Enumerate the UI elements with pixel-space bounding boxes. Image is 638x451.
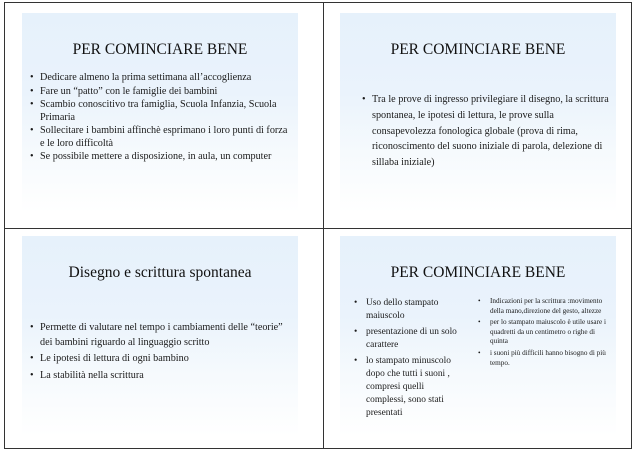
bullet-item: • Le ipotesi di lettura di ogni bambino [30, 352, 292, 367]
bullet-list [30, 72, 292, 165]
bullet-item: • Scambio conoscitivo tra famiglia, Scuola Infanzia, Scuola Primaria [30, 99, 292, 124]
slide-title: PER COMINCIARE BENE [390, 41, 566, 58]
bullet-item: • Indicazioni per la scrittura :movimento della mano,direzione del gesto, altezze [478, 297, 610, 316]
bullet-item: • Tra le prove di ingresso privilegiare il disegno, la scrittura spontanea, le ipotesi di lettura, le prove sulla consapevolezza fonologica globale (prova di rima, riconoscimento del suono iniziale di parola, delezione di sillaba iniziale) [362, 92, 610, 171]
slide-4 [340, 236, 616, 436]
slide-2 [340, 13, 616, 213]
bullet-item: • per lo stampato maiuscolo è utile usare i quadretti da un centimetro o righe di quinta [478, 318, 610, 347]
bullet-item: • i suoni più difficili hanno bisogno di più tempo. [478, 349, 610, 368]
bullet-item: • Permette di valutare nel tempo i cambiamenti delle “teorie” dei bambini riguardo al linguaggio scritto [30, 321, 292, 350]
slide-title: Disegno e scrittura spontanea [68, 264, 252, 281]
bullet-item: • Uso dello stampato maiuscolo [354, 297, 464, 323]
vertical-divider [323, 3, 324, 448]
slide-3 [22, 236, 298, 436]
bullet-item: • Fare un “patto” con le famiglie dei bambini [30, 86, 292, 99]
bullet-list-right [478, 297, 610, 370]
bullet-item: • La stabilità nella scrittura [30, 369, 292, 384]
slide-title: PER COMINCIARE BENE [72, 41, 248, 58]
bullet-list [362, 92, 610, 171]
bullet-list-left [354, 297, 464, 423]
horizontal-divider [5, 228, 631, 229]
bullet-item: • presentazione di un solo carattere [354, 326, 464, 352]
bullet-item: • Sollecitare i bambini affinchè esprimano i loro punti di forza e le loro difficoltà [30, 125, 292, 150]
bullet-item: • lo stampato minuscolo dopo che tutti i suoni , compresi quelli complessi, sono stati presentati [354, 355, 464, 420]
slide-title: PER COMINCIARE BENE [390, 264, 566, 281]
bullet-item: • Se possibile mettere a disposizione, in aula, un computer [30, 151, 292, 164]
bullet-item: • Dedicare almeno la prima settimana all’accoglienza [30, 72, 292, 85]
bullet-list [30, 321, 292, 386]
slide-1 [22, 13, 298, 213]
